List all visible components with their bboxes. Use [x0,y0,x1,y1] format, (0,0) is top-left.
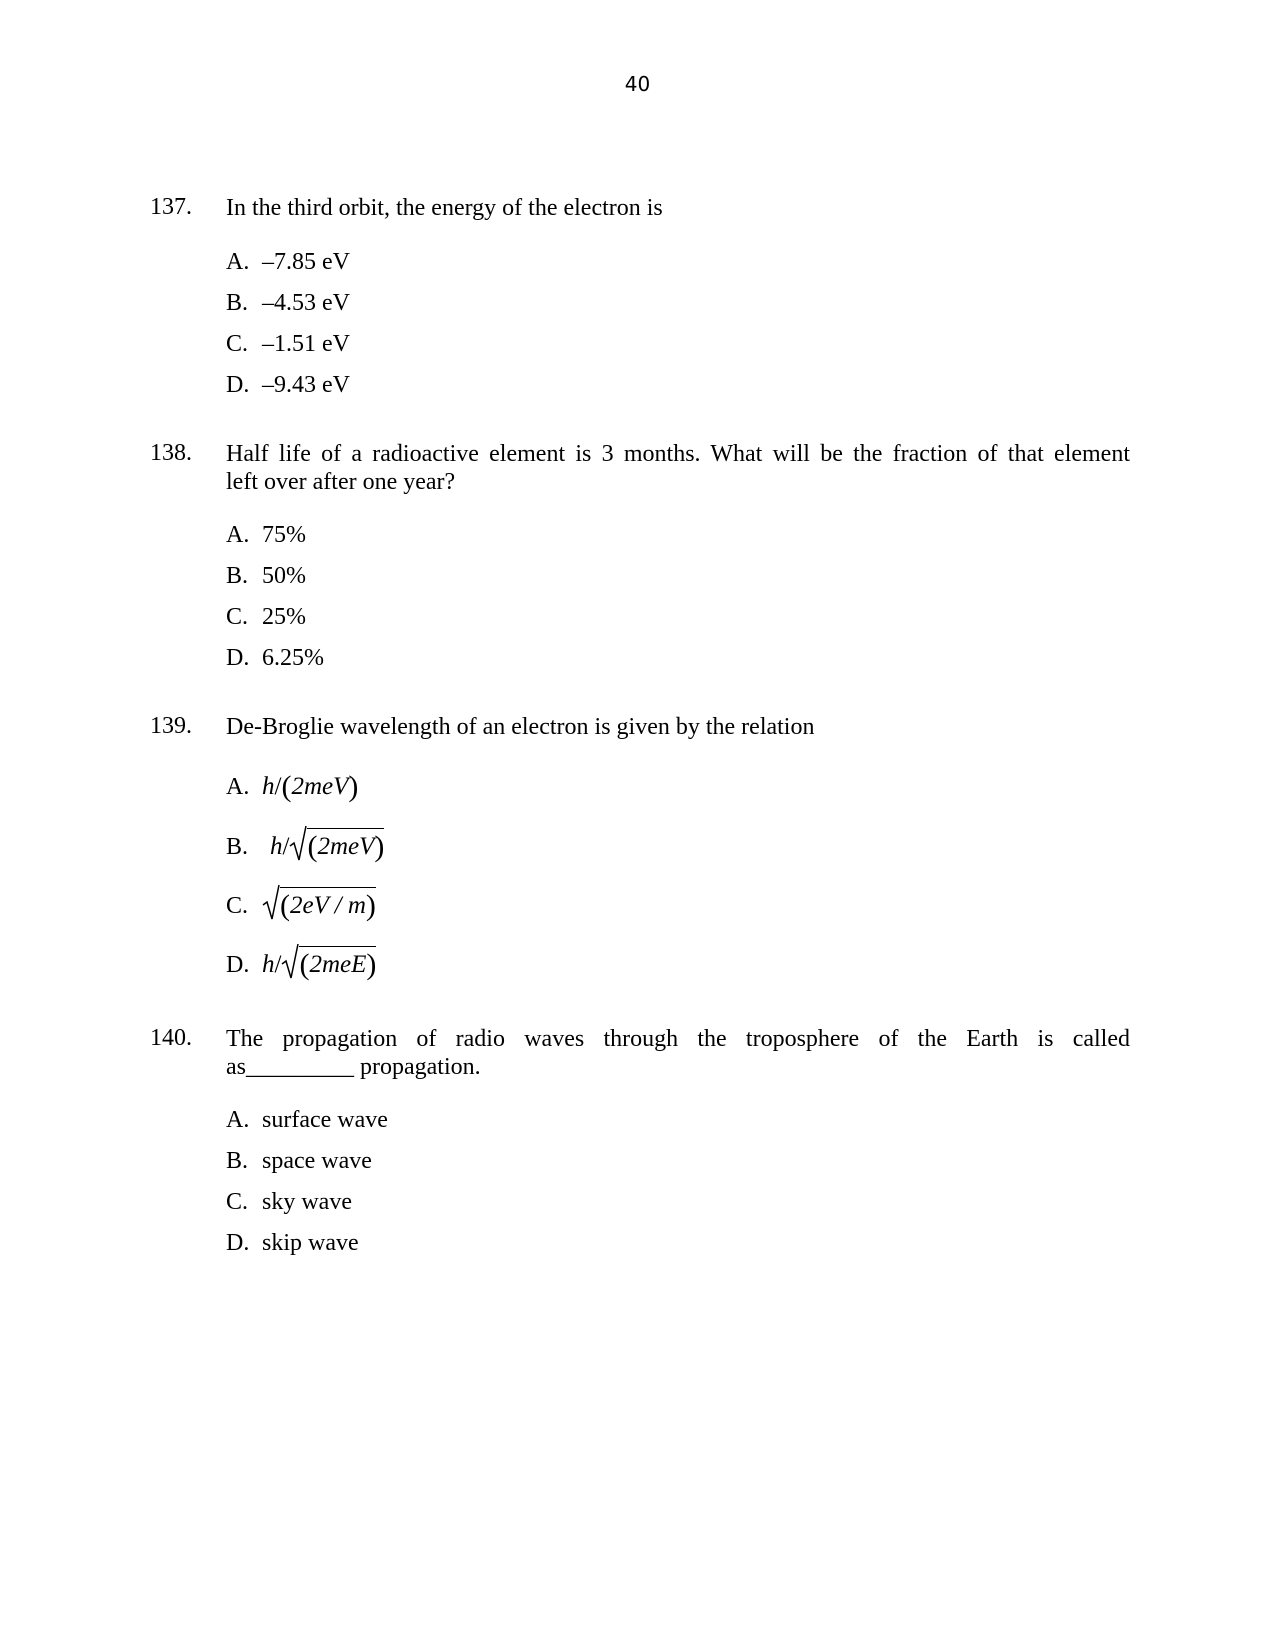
option-text: skip wave [262,1230,359,1256]
formula-slash: / [282,833,290,860]
question-number: 138. [150,440,192,466]
option-letter: D. [226,645,250,671]
question-number: 139. [150,713,192,739]
option-letter: C. [226,331,249,357]
option-letter: A. [226,774,250,800]
question-text-line-2: as_________ propagation. [226,1054,481,1080]
paren-open: ( [299,948,310,981]
option-text: –9.43 eV [262,372,350,398]
option-text: –7.85 eV [262,249,350,275]
option-text: 75% [262,522,306,548]
question-number: 137. [150,194,192,220]
option-letter: C. [226,1189,249,1215]
paren-close: ) [366,948,377,981]
square-root [262,887,376,923]
formula [262,948,377,981]
option-text: 50% [262,563,306,589]
radical-sign-icon [289,824,307,862]
option-letter: D. [226,372,250,398]
page-number: 40 [624,72,651,96]
question-text-line-1: The propagation of radio waves through the troposphere of the Earth is called [226,1026,1130,1052]
question-text: In the third orbit, the energy of the electron is [226,195,663,221]
option-text: –4.53 eV [262,290,350,316]
question-text [226,1025,1130,1081]
option-letter: C. [226,893,249,919]
paren-close: ) [365,889,376,922]
formula [262,889,376,922]
option-letter: D. [226,952,250,978]
formula [270,830,385,863]
question-text [226,440,1130,496]
paren-open: ( [307,830,318,863]
option-text: –1.51 eV [262,331,350,357]
option-letter: B. [226,1148,249,1174]
radical-sign-icon [281,942,299,980]
formula-h: h [270,833,283,860]
option-text: surface wave [262,1107,388,1133]
option-letter: A. [226,1107,250,1133]
option-text: 25% [262,604,306,630]
paren-close: ) [348,770,359,803]
paren-open: ( [281,770,292,803]
square-root [289,828,384,864]
question-text: De-Broglie wavelength of an electron is given by the relation [226,714,815,740]
option-letter: B. [226,834,249,860]
formula-inner: 2eV / m [290,892,366,919]
option-letter: D. [226,1230,250,1256]
formula-h: h [262,773,275,800]
option-text: sky wave [262,1189,352,1215]
option-letter: B. [226,563,249,589]
radical-sign-icon [262,883,280,921]
square-root [281,946,376,982]
paren-open: ( [280,889,290,922]
paren-close: ) [374,830,385,863]
formula-inner: 2meE [309,951,367,978]
option-text: 6.25% [262,645,324,671]
option-text: space wave [262,1148,372,1174]
question-text-line-1: Half life of a radioactive element is 3 months. What will be the fraction of that element [226,441,1130,467]
formula-inner: 2meV [291,773,349,800]
formula-slash: / [274,951,282,978]
option-letter: C. [226,604,249,630]
option-letter: A. [226,249,250,275]
option-letter: A. [226,522,250,548]
formula-h: h [262,951,275,978]
question-number: 140. [150,1025,192,1051]
option-letter: B. [226,290,249,316]
formula [262,770,359,803]
question-text-line-2: left over after one year? [226,469,456,495]
formula-inner: 2meV [317,833,375,860]
formula-slash: / [274,773,282,800]
